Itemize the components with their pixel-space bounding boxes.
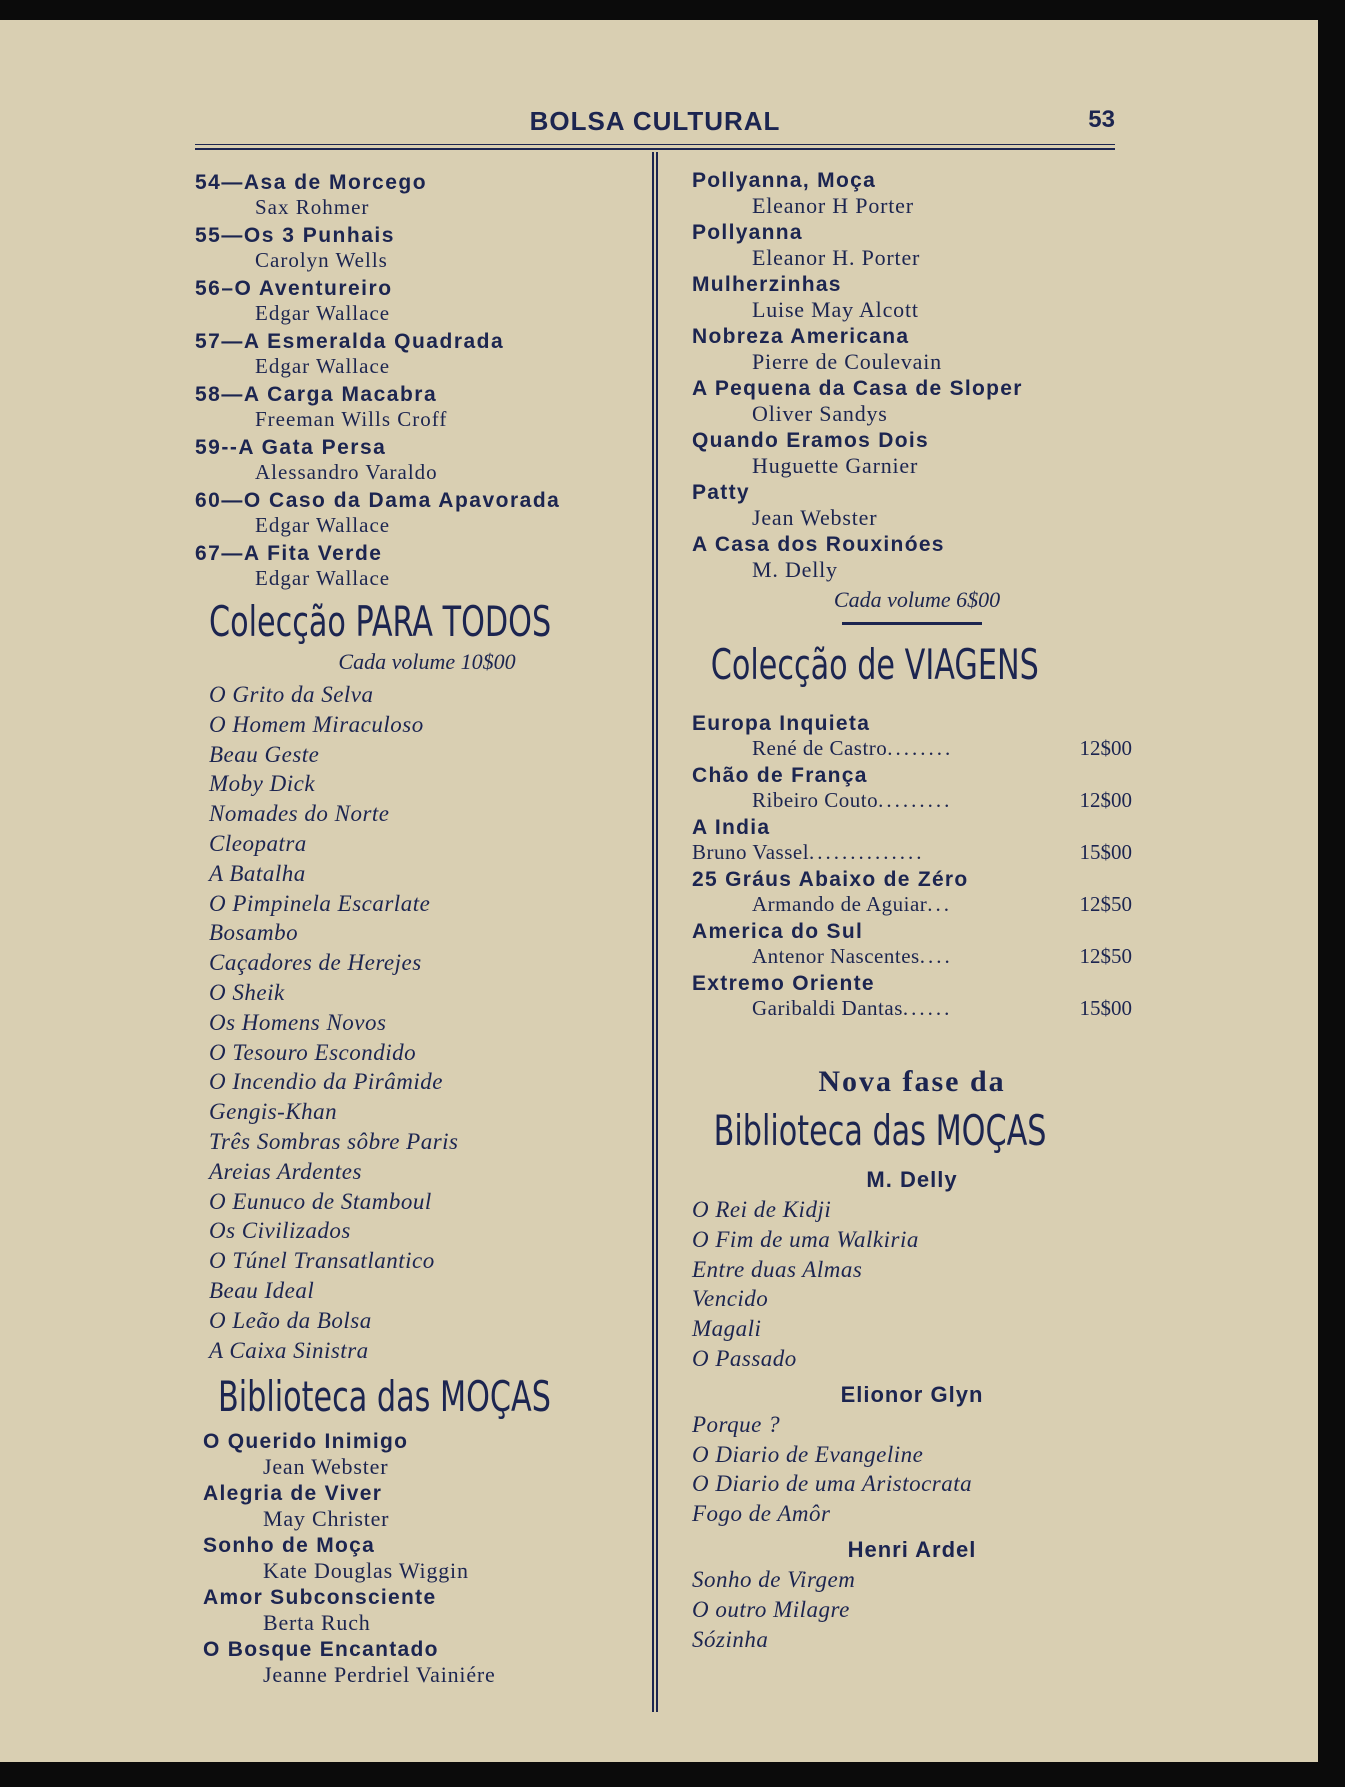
list-item: 60—O Caso da Dama Apavorada Edgar Wallace [195,488,645,537]
book-author: Eleanor H Porter [752,193,914,218]
book-author: Carolyn Wells [255,248,388,272]
book-title: O Querido Inimigo [203,1430,409,1454]
list-item: O outro Milagre [692,1596,850,1622]
list-item: Entre duas Almas [692,1256,863,1282]
book-title: Alegria de Viver [203,1482,383,1506]
list-item: Europa Inquieta René de Castro ........ 12$00 [692,712,1132,760]
list-item: Beau Geste [209,741,320,767]
book-title: Mulherzinhas [692,273,842,296]
book-title: Amor Subconsciente [203,1586,437,1610]
book-author: Oliver Sandys [752,401,888,426]
catalog-page [0,20,1318,1762]
list-item: Bosambo [209,920,299,946]
section-heading: Colecção de VIAGENS [710,640,1039,689]
book-price: 15$00 [1079,996,1132,1020]
author-heading: Elionor Glyn [840,1381,984,1407]
book-author: Antenor Nascentes [752,944,920,968]
list-item [692,480,1132,530]
nova-fase-section [692,1065,1132,1654]
list-item: O Passado [692,1345,797,1371]
list-item [203,1429,645,1479]
left-column [195,170,645,1689]
author-group [692,1535,1132,1654]
list-item: 56–O Aventureiro Edgar Wallace [195,276,645,325]
list-item: O Leão da Bolsa [209,1307,372,1333]
book-title: Nobreza Americana [692,325,910,348]
list-item: O Grito da Selva [209,682,374,707]
list-item [203,1585,645,1635]
para-todos-list [209,680,645,1365]
book-author: Alessandro Varaldo [255,460,438,484]
book-price: 12$50 [1079,944,1132,968]
book-title: Pollyanna, Moça [692,169,877,192]
book-author: Jeanne Perdriel Vainiére [263,1662,496,1688]
book-title: America do Sul [692,920,864,943]
book-title: Os 3 Punhais [243,224,395,247]
section-kicker: Nova fase da [818,1065,1006,1098]
list-item: Nomades do Norte [209,801,390,827]
page-number: 53 [1088,106,1115,133]
list-item: O Diario de Evangeline [692,1441,924,1467]
list-item: 25 Gráus Abaixo de Zéro Armando de Aguiar ... 12$50 [692,868,1132,916]
viagens-list [692,711,1132,1021]
list-item: O Eunuco de Stamboul [209,1188,432,1214]
book-title: O Caso da Dama Apavorada [243,489,561,512]
book-title: Extremo Oriente [692,972,875,995]
list-item: Beau Ideal [209,1277,315,1303]
book-title: Pollyanna [692,221,803,244]
header-rule [195,144,1115,145]
list-item: Os Homens Novos [209,1009,387,1035]
book-author: Pierre de Coulevain [752,349,942,374]
book-author: Luise May Alcott [752,297,919,322]
book-author: Freeman Wills Croff [255,407,448,431]
list-item: Fogo de Amôr [692,1501,831,1527]
book-author: Edgar Wallace [255,354,391,378]
price-note: Cada volume 10$00 [338,649,516,674]
biblioteca-mocas-section [195,1371,645,1687]
list-item [692,220,1132,270]
book-price: 12$50 [1079,892,1132,916]
list-item: O Homem Miraculoso [209,711,424,737]
author-heading: Henri Ardel [847,1536,977,1562]
header-rule-thick [195,148,1115,150]
list-item: Caçadores de Herejes [209,950,422,976]
para-todos-section [195,596,645,1365]
book-price: 12$00 [1079,736,1132,760]
book-title: A Gata Persa [238,436,387,459]
book-title: O Bosque Encantado [203,1638,439,1662]
book-author: Kate Douglas Wiggin [263,1558,469,1584]
list-item: Gengis-Khan [209,1099,338,1125]
section-heading: Colecção PARA TODOS [209,597,552,646]
book-author: Edgar Wallace [255,513,391,537]
book-author: Edgar Wallace [255,301,391,325]
price-note: Cada volume 6$00 [833,587,1001,612]
list-item: O Sheik [209,979,285,1005]
book-title: O Aventureiro [234,277,393,300]
list-item: A India Bruno Vassel .............. 15$00 [692,816,1132,864]
biblioteca-mocas-continued [692,168,1132,625]
book-author: Jean Webster [263,1454,389,1480]
list-item: O Pimpinela Escarlate [209,890,431,916]
book-author: René de Castro [752,736,888,760]
list-item [203,1533,645,1583]
book-title: A Fita Verde [243,542,383,565]
list-item: A Caixa Sinistra [209,1337,369,1363]
book-author: M. Delly [752,557,838,582]
book-title: A Carga Macabra [243,383,438,406]
list-item: Sonho de Virgem [692,1566,856,1592]
list-item: O Rei de Kidji [692,1197,832,1222]
section-heading: Biblioteca das MOÇAS [713,1106,1047,1155]
book-title: Quando Eramos Dois [692,429,929,452]
list-item [692,376,1132,426]
list-item: Cleopatra [209,830,307,856]
book-title: A Casa dos Rouxinóes [692,533,945,556]
list-item: Chão de França Ribeiro Couto ......... 12$00 [692,764,1132,812]
list-item: 58—A Carga Macabra Freeman Wills Croff [195,382,645,431]
list-item [692,532,1132,582]
numbered-series-list [195,170,645,590]
book-title: A Pequena da Casa de Sloper [692,377,1023,400]
book-author: Huguette Garnier [752,453,919,478]
book-title: Patty [692,481,750,504]
list-item: Vencido [692,1286,769,1312]
book-author: Jean Webster [752,505,878,530]
book-title: Europa Inquieta [692,712,871,735]
book-author: Eleanor H. Porter [752,245,921,270]
book-title: Asa de Morcego [243,171,428,194]
book-title: Chão de França [692,764,868,787]
book-title: A India [692,816,771,839]
author-heading: M. Delly [866,1167,958,1192]
book-title: A Esmeralda Quadrada [243,330,505,353]
book-price: 12$00 [1079,788,1132,812]
header-title: BOLSA CULTURAL [529,106,781,136]
section-heading: Biblioteca das MOÇAS [218,1372,551,1422]
list-item [203,1481,645,1531]
book-author: Edgar Wallace [255,566,391,590]
list-item: A Batalha [209,860,306,886]
book-author: Ribeiro Couto [752,788,879,812]
list-item [692,272,1132,322]
list-item: Porque ? [692,1411,781,1437]
section-rule [842,622,982,625]
list-item: 54—Asa de Morcego Sax Rohmer [195,170,645,219]
list-item [692,324,1132,374]
list-item: 67—A Fita Verde Edgar Wallace [195,541,645,590]
book-author: Garibaldi Dantas [752,996,903,1020]
author-group [692,1380,1132,1529]
list-item: 57—A Esmeralda Quadrada Edgar Wallace [195,329,645,378]
list-item: Sózinha [692,1626,769,1652]
book-author: May Christer [263,1506,390,1532]
book-title: Sonho de Moça [203,1534,376,1558]
book-author: Bruno Vassel [692,840,810,864]
list-item: Moby Dick [209,771,316,797]
book-author: Sax Rohmer [255,195,370,219]
list-item: O Fim de uma Walkiria [692,1226,919,1252]
list-item [203,1637,645,1687]
list-item [692,168,1132,218]
book-author: Berta Ruch [263,1610,371,1636]
page-header [195,82,1115,140]
list-item: 55—Os 3 Punhais Carolyn Wells [195,223,645,272]
author-group [692,1165,1132,1374]
list-item: Os Civilizados [209,1218,351,1244]
viagens-section [692,639,1132,1021]
book-title: 25 Gráus Abaixo de Zéro [692,868,969,891]
book-price: 15$00 [1079,840,1132,864]
list-item: Três Sombras sôbre Paris [209,1128,459,1154]
column-divider [652,152,658,1712]
book-author: Armando de Aguiar [752,892,928,916]
list-item: Extremo Oriente Garibaldi Dantas ...... 15$00 [692,972,1132,1020]
list-item: O Diario de uma Aristocrata [692,1471,973,1497]
list-item: America do Sul Antenor Nascentes .... 12$50 [692,920,1132,968]
right-column [692,168,1132,1654]
list-item: 59--A Gata Persa Alessandro Varaldo [195,435,645,484]
list-item [692,428,1132,478]
list-item: Areias Ardentes [209,1158,362,1184]
list-item: O Incendio da Pirâmide [209,1069,443,1095]
list-item: O Túnel Transatlantico [209,1248,435,1274]
list-item: O Tesouro Escondido [209,1039,417,1065]
list-item: Magali [692,1316,762,1342]
